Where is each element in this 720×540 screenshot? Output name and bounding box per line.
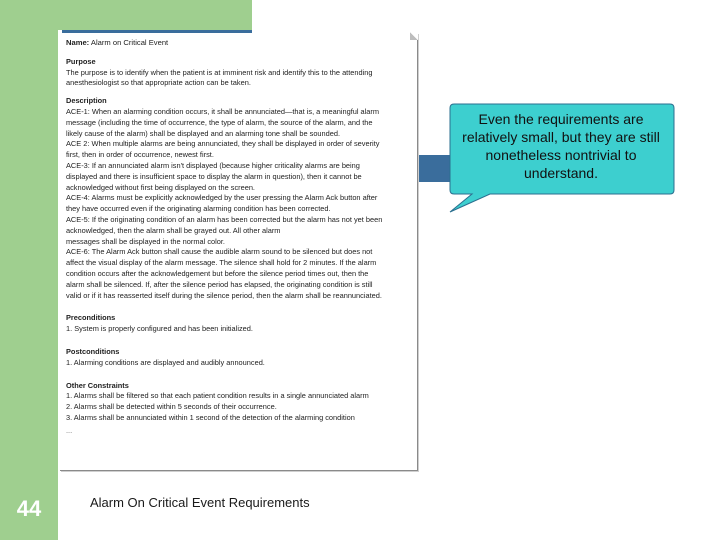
purpose-line: The purpose is to identify when the patient is at imminent risk and identify this to the attending — [66, 67, 373, 77]
description-line: they have occurred even if the originating alarming condition has been corrected. — [66, 204, 331, 214]
description-line: valid or if it has reasserted itself during the silence period, then the alarm shall be reannunciated. — [66, 290, 382, 300]
doc-name-value: Alarm on Critical Event — [90, 38, 169, 47]
description-line: acknowledged, then the alarm shall be grayed out. All other alarm — [66, 225, 281, 235]
description-line: alarm shall be silenced. If, after the silence period has elapsed, the originating condition is still — [66, 279, 373, 289]
slide-page-number: 44 — [16, 496, 42, 521]
page-fold — [410, 32, 418, 40]
slide-top-accent — [58, 0, 252, 30]
requirements-document — [60, 33, 418, 471]
callout-text: Even the requirements are relatively small, but they are still nonetheless nontrivial to understand. — [462, 111, 660, 181]
description-line: ACE-6: The Alarm Ack button shall cause the audible alarm sound to be silenced but does not — [66, 247, 373, 257]
doc-name-label: Name: — [66, 38, 90, 47]
description-line: ACE-3: If an annunciated alarm isn't displayed (because higher criticality alarms are being — [66, 160, 360, 170]
doc-ellipsis: ... — [66, 425, 73, 435]
description-line: ACE-4: Alarms must be explicitly acknowledged by the user pressing the Alarm Ack button after — [66, 193, 378, 203]
constraints-heading: Other Constraints — [66, 380, 129, 390]
description-heading: Description — [66, 96, 107, 106]
description-line: acknowledged without first being displayed on the screen. — [66, 182, 255, 192]
postconditions-heading: Postconditions — [66, 346, 120, 356]
description-line: likely cause of the alarm) shall be displayed and an alarming tone shall be sounded. — [66, 128, 341, 138]
precondition-line: 1. System is properly configured and has been initialized. — [66, 324, 253, 334]
postcondition-line: 1. Alarming conditions are displayed and audibly announced. — [66, 357, 265, 367]
description-line: affect the visual display of the alarm message. The silence shall hold for 2 minutes. If the alarm — [66, 258, 377, 268]
description-line: message (including the time of occurrence, the type of alarm, the source of the alarm, and the — [66, 117, 373, 127]
description-line: first, then in order of occurrence, newest first. — [66, 150, 214, 160]
slide-footer-title: Alarm On Critical Event Requirements — [90, 495, 310, 510]
purpose-line: anesthesiologist so that appropriate action can be taken. — [66, 78, 251, 88]
description-line: ACE-5: If the originating condition of an alarm has been corrected but the alarm has not yet been — [66, 214, 383, 224]
description-line: condition occurs after the acknowledgement but before the silence period times out, then the — [66, 268, 369, 278]
constraint-line: 3. Alarms shall be annunciated within 1 second of the detection of the alarming condition — [66, 412, 355, 422]
slide-left-bar — [0, 0, 58, 540]
description-line: ACE 2: When multiple alarms are being annunciated, they shall be displayed in order of severity — [66, 139, 380, 149]
description-line: displayed and there is insufficient space to display the alarm in question), then it cannot be — [66, 171, 362, 181]
description-line: messages shall be displayed in the normal color. — [66, 236, 225, 246]
constraint-line: 2. Alarms shall be detected within 5 seconds of their occurrence. — [66, 402, 277, 412]
description-line: ACE-1: When an alarming condition occurs, it shall be annunciated—that is, a meaningful alarm — [66, 106, 380, 116]
purpose-heading: Purpose — [66, 56, 96, 66]
doc-name-line — [66, 38, 411, 49]
preconditions-heading: Preconditions — [66, 313, 116, 323]
constraint-line: 1. Alarms shall be filtered so that each patient condition results in a single annunciated alarm — [66, 391, 369, 401]
callout-box — [450, 104, 700, 194]
